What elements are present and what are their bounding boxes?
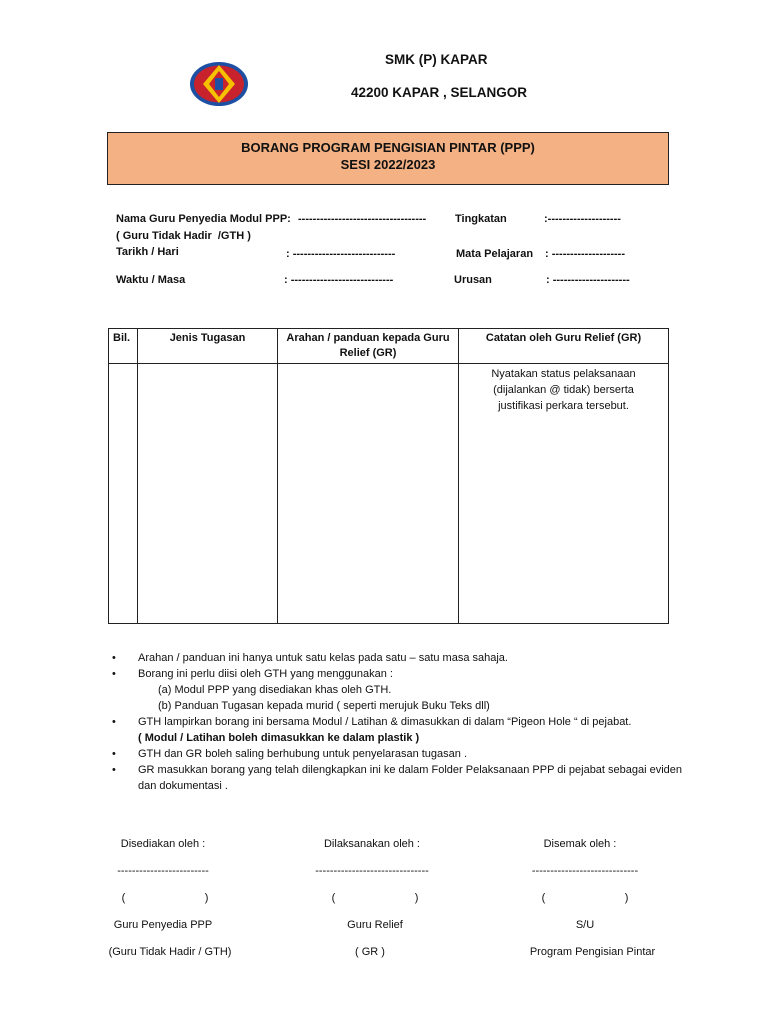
cell-arahan[interactable] <box>278 364 459 624</box>
note-text: ( Modul / Latihan boleh dimasukkan ke dalam plastik ) <box>138 732 420 744</box>
sig-dilaksanakan-name[interactable]: ( ) <box>331 892 419 904</box>
header-arahan: Arahan / panduan kepada Guru Relief (GR) <box>278 329 459 364</box>
sig-disediakan-line[interactable]: ------------------------- <box>117 865 209 877</box>
table-header-row <box>109 329 669 364</box>
bullet-icon: • <box>112 652 116 664</box>
sig-disediakan-label: Disediakan oleh : <box>120 838 206 850</box>
note-bold-line <box>112 730 692 746</box>
cell-bil[interactable] <box>109 364 138 624</box>
bullet-icon: • <box>112 764 116 776</box>
list-item <box>112 714 692 730</box>
bullet-icon: • <box>112 716 116 728</box>
note-text: Arahan / panduan ini hanya untuk satu kelas pada satu – satu masa sahaja. <box>138 652 508 664</box>
sig-dilaksanakan-sub: ( GR ) <box>355 946 385 958</box>
sig-disediakan-name[interactable]: ( ) <box>121 892 209 904</box>
note-text: GR masukkan borang yang telah dilengkapkan ini ke dalam Folder Pelaksanaan PPP di pejabat sebagai eviden dan dokumentasi . <box>138 764 683 792</box>
urusan-label: Urusan <box>454 274 492 286</box>
note-text: (b) Panduan Tugasan kepada murid ( seperti merujuk Buku Teks dll) <box>158 700 490 712</box>
list-subitem <box>112 682 692 698</box>
waktu-field[interactable]: : ---------------------------- <box>284 274 394 286</box>
table-row <box>109 364 669 624</box>
catatan-note: Nyatakan status pelaksanaan (dijalankan @ tidak) berserta justifikasi perkara tersebut. <box>491 368 636 412</box>
form-title <box>107 132 669 185</box>
sig-disemak-label: Disemak oleh : <box>543 838 617 850</box>
sig-disemak-role: S/U <box>575 919 595 931</box>
tarikh-label: Tarikh / Hari <box>116 246 179 258</box>
notes-list <box>112 650 692 794</box>
mata-pelajaran-label: Mata Pelajaran <box>456 248 534 260</box>
school-address: 42200 KAPAR , SELANGOR <box>351 85 528 100</box>
bullet-icon: • <box>112 748 116 760</box>
header-bil: Bil. <box>109 329 138 364</box>
cell-jenis-tugasan[interactable] <box>138 364 278 624</box>
sig-disemak-line[interactable]: ----------------------------- <box>531 865 639 877</box>
list-item <box>112 746 692 762</box>
tingkatan-label: Tingkatan <box>455 213 507 225</box>
waktu-label: Waktu / Masa <box>116 274 186 286</box>
list-item <box>112 650 692 666</box>
form-title-line2: SESI 2022/2023 <box>340 157 436 172</box>
note-text: GTH dan GR boleh saling berhubung untuk penyelarasan tugasan . <box>138 748 467 760</box>
sig-disediakan-role: Guru Penyedia PPP <box>113 919 213 931</box>
list-item <box>112 666 692 682</box>
list-subitem <box>112 698 692 714</box>
gth-label: ( Guru Tidak Hadir /GTH ) <box>116 230 251 242</box>
note-text: Borang ini perlu diisi oleh GTH yang menggunakan : <box>138 668 393 680</box>
mata-pelajaran-field[interactable]: : -------------------- <box>545 248 625 260</box>
header-jenis-tugasan: Jenis Tugasan <box>138 329 278 364</box>
sig-dilaksanakan-label: Dilaksanakan oleh : <box>323 838 420 850</box>
sig-disemak-name[interactable]: ( ) <box>541 892 629 904</box>
nama-field[interactable]: ----------------------------------- <box>298 213 427 225</box>
note-text: GTH lampirkan borang ini bersama Modul / Latihan & dimasukkan di dalam “Pigeon Hole “ di pejabat. <box>138 716 632 728</box>
nama-label: Nama Guru Penyedia Modul PPP: <box>116 213 291 225</box>
sig-disemak-sub: Program Pengisian Pintar <box>529 946 656 958</box>
tarikh-field[interactable]: : ---------------------------- <box>286 248 396 260</box>
school-logo <box>188 58 250 110</box>
sig-dilaksanakan-role: Guru Relief <box>347 919 403 931</box>
tingkatan-field[interactable]: :-------------------- <box>544 213 621 225</box>
urusan-field[interactable]: : --------------------- <box>546 274 630 286</box>
form-title-line1: BORANG PROGRAM PENGISIAN PINTAR (PPP) <box>241 140 535 155</box>
note-text: (a) Modul PPP yang disediakan khas oleh GTH. <box>158 684 392 696</box>
cell-catatan[interactable] <box>459 364 669 624</box>
school-name: SMK (P) KAPAR <box>385 52 488 67</box>
task-table <box>108 328 669 624</box>
header-catatan: Catatan oleh Guru Relief (GR) <box>459 329 669 364</box>
sig-disediakan-sub: (Guru Tidak Hadir / GTH) <box>108 946 232 958</box>
sig-dilaksanakan-line[interactable]: ------------------------------- <box>315 865 429 877</box>
bullet-icon: • <box>112 668 116 680</box>
list-item <box>112 762 692 794</box>
